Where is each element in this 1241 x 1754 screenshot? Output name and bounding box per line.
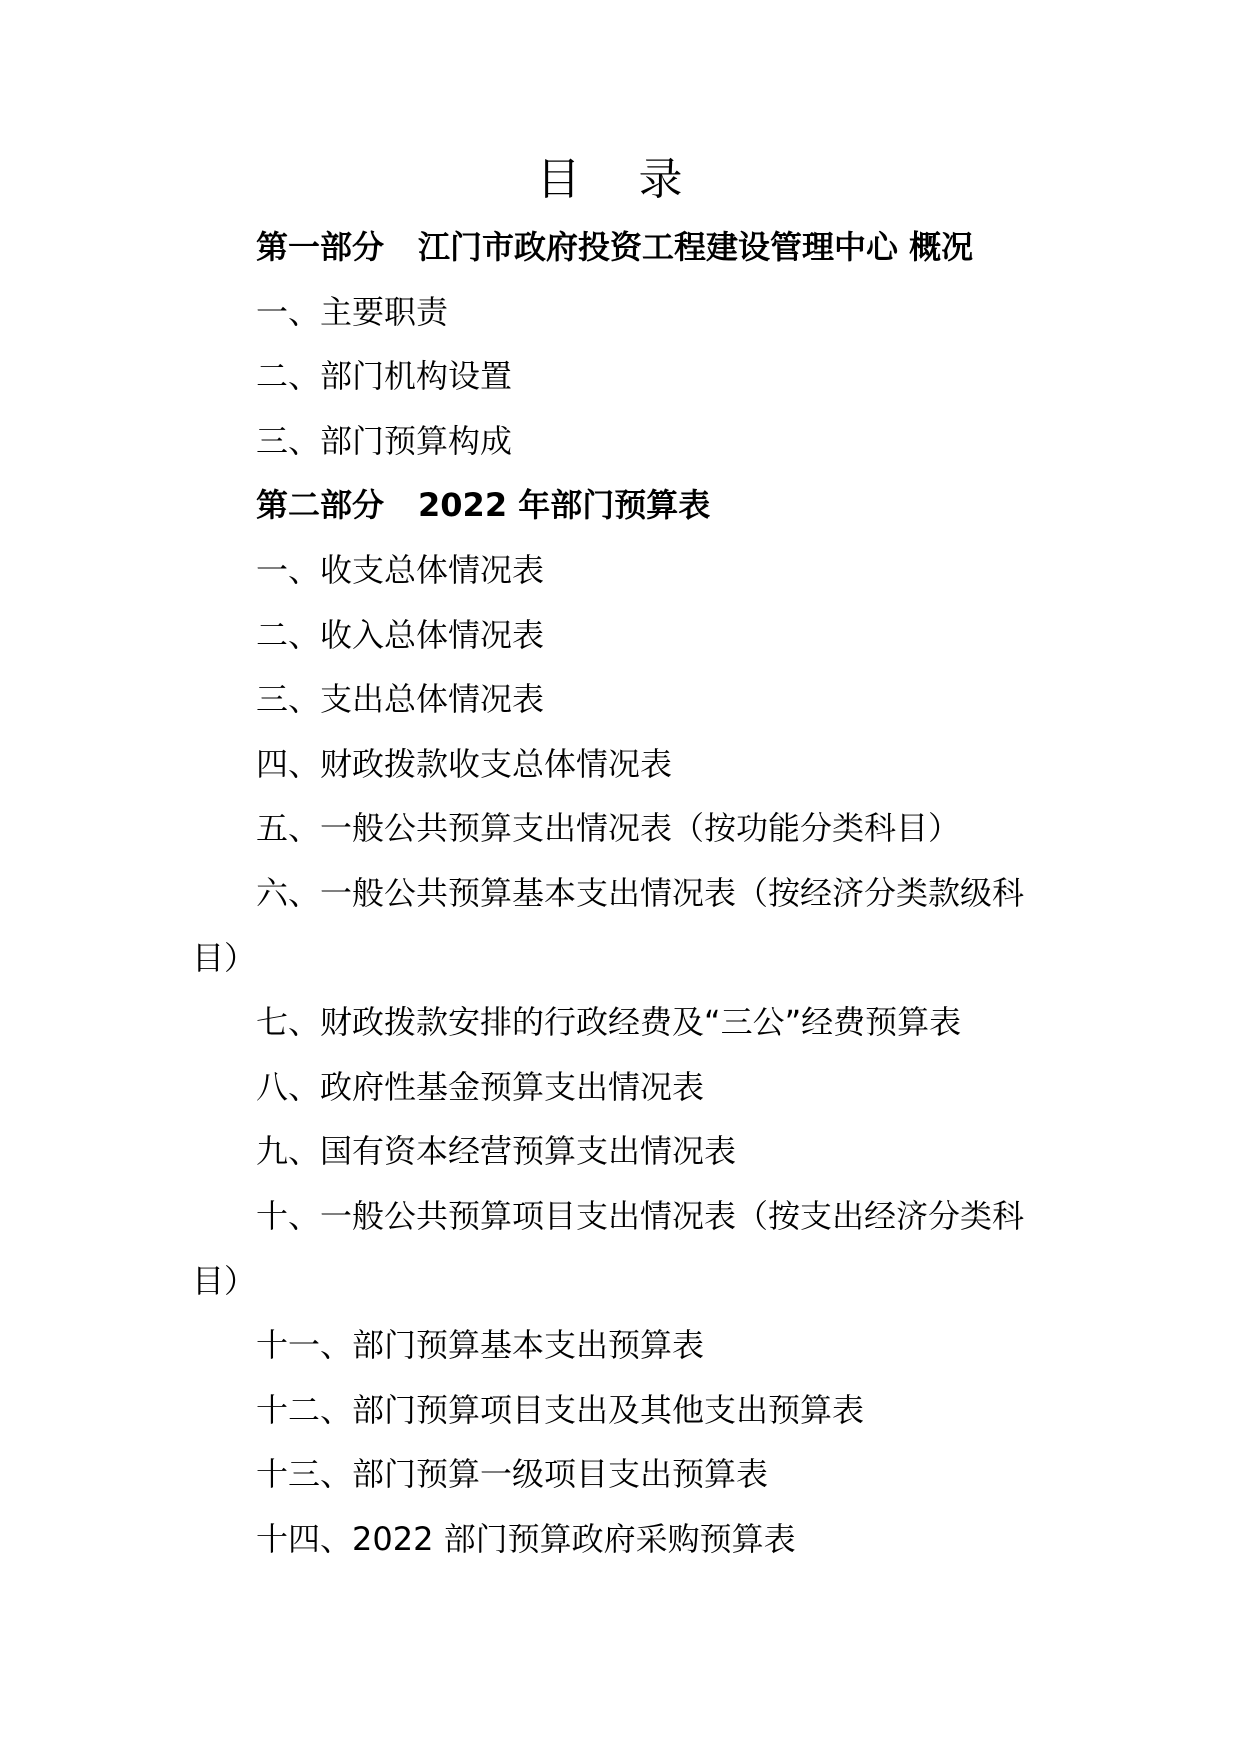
toc-item: 十、一般公共预算项目支出情况表（按支出经济分类科目） <box>192 1196 1025 1300</box>
toc-title: 目 录 <box>536 154 705 205</box>
part-one-heading <box>192 215 1062 280</box>
toc-item: 五、一般公共预算支出情况表（按功能分类科目） <box>256 809 961 848</box>
table-of-contents <box>192 215 1062 1571</box>
toc-item: 十一、部门预算基本支出预算表 <box>256 1326 705 1365</box>
toc-item: 三、支出总体情况表 <box>256 680 545 719</box>
part-two-label: 第二部分 <box>256 486 385 525</box>
toc-item: 十二、部门预算项目支出及其他支出预算表 <box>256 1390 865 1429</box>
toc-item: 九、国有资本经营预算支出情况表 <box>256 1132 737 1171</box>
part-two-heading <box>192 473 1062 538</box>
toc-item: 二、收入总体情况表 <box>256 615 545 654</box>
toc-item: 十三、部门预算一级项目支出预算表 <box>256 1455 769 1494</box>
toc-item: 二、部门机构设置 <box>256 357 513 396</box>
toc-item: 八、政府性基金预算支出情况表 <box>256 1067 705 1106</box>
toc-item: 三、部门预算构成 <box>256 421 513 460</box>
toc-item: 十四、2022 部门预算政府采购预算表 <box>256 1519 796 1558</box>
toc-item: 七、财政拨款安排的行政经费及“三公”经费预算表 <box>256 1003 962 1042</box>
part-one-title: 江门市政府投资工程建设管理中心 概况 <box>418 228 974 266</box>
toc-item: 六、一般公共预算基本支出情况表（按经济分类款级科目） <box>192 873 1025 977</box>
toc-item: 一、收支总体情况表 <box>256 550 545 589</box>
toc-item: 四、财政拨款收支总体情况表 <box>256 744 673 783</box>
part-two-title: 2022 年部门预算表 <box>418 486 711 525</box>
toc-item: 一、主要职责 <box>256 292 449 331</box>
part-one-label: 第一部分 <box>256 228 385 266</box>
